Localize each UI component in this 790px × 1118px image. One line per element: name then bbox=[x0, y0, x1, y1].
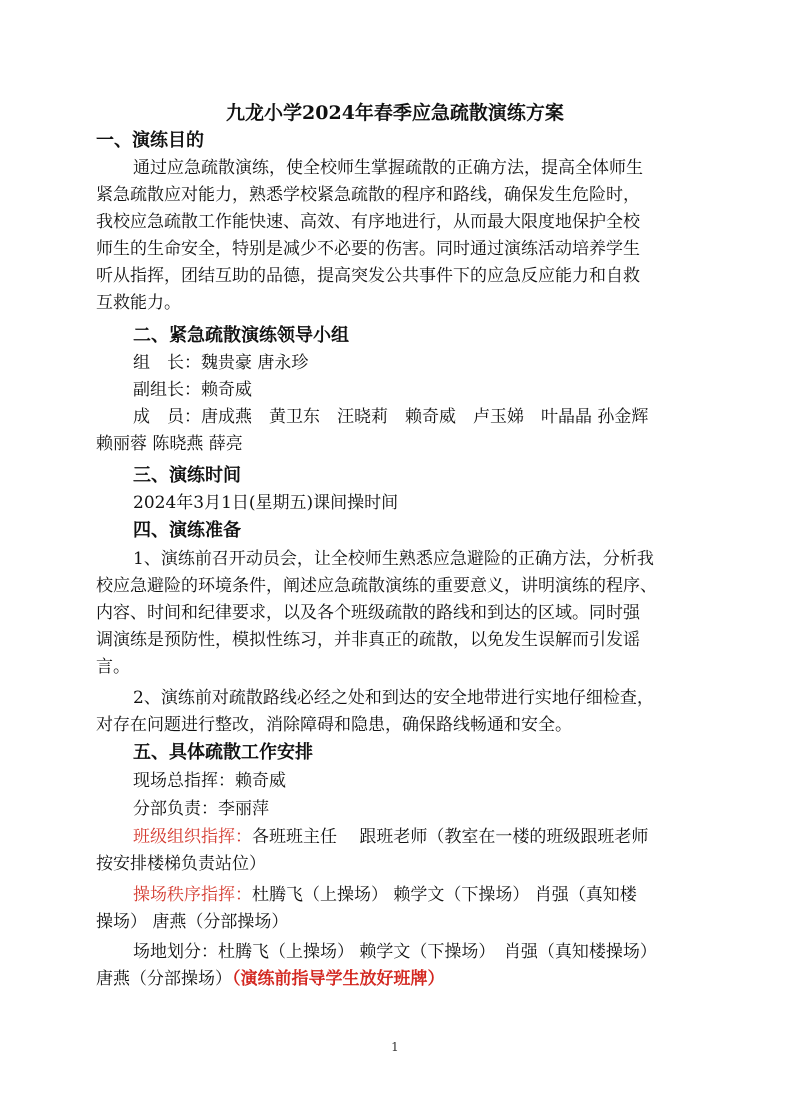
page-number: 1 bbox=[391, 1040, 399, 1054]
paragraph-line: 内容、时间和纪律要求，以及各个班级疏散的路线和到达的区域。同时强 bbox=[96, 603, 640, 623]
order-command-label: 操场秩序指挥： bbox=[133, 885, 252, 905]
area-division-note: （演练前指导学生放好班牌） bbox=[232, 969, 445, 989]
area-division-line-continued bbox=[96, 968, 445, 990]
order-command-line-continued: 操场） 唐燕（分部操场） bbox=[96, 912, 289, 932]
vice-leader-line: 副组长：赖奇威 bbox=[133, 380, 252, 400]
paragraph-line: 我校应急疏散工作能快速、高效、有序地进行，从而最大限度地保护全校 bbox=[96, 212, 640, 232]
paragraph-line: 听从指挥，团结互助的品德，提高突发公共事件下的应急反应能力和自救 bbox=[96, 266, 640, 286]
section-5-heading: 五、具体疏散工作安排 bbox=[133, 742, 313, 763]
paragraph-line: 对存在问题进行整改，消除障碍和隐患，确保路线畅通和安全。 bbox=[96, 715, 572, 735]
section-3-heading: 三、演练时间 bbox=[133, 465, 241, 486]
class-command-line bbox=[133, 826, 648, 848]
leader-line: 组 长：魏贵豪 唐永珍 bbox=[133, 353, 309, 373]
order-command-text: 杜腾飞（上操场） 赖学文（下操场） 肖强（真知楼 bbox=[252, 885, 637, 905]
commander-line: 现场总指挥：赖奇威 bbox=[133, 771, 286, 791]
paragraph-line: 调演练是预防性，模拟性练习，并非真正的疏散，以免发生误解而引发谣 bbox=[96, 630, 640, 650]
paragraph-line: 师生的生命安全，特别是减少不必要的伤害。同时通过演练活动培养学生 bbox=[96, 239, 640, 259]
branch-line: 分部负责：李丽萍 bbox=[133, 799, 269, 819]
document-title: 九龙小学2024年春季应急疏散演练方案 bbox=[226, 102, 564, 124]
members-line-continued: 赖丽蓉 陈晓燕 薛亮 bbox=[96, 434, 243, 454]
paragraph-line: 通过应急疏散演练，使全校师生掌握疏散的正确方法，提高全体师生 bbox=[133, 158, 643, 178]
paragraph-line: 互救能力。 bbox=[96, 293, 181, 313]
class-command-label: 班级组织指挥： bbox=[133, 827, 252, 847]
paragraph-line: 1、演练前召开动员会，让全校师生熟悉应急避险的正确方法，分析我 bbox=[133, 549, 654, 569]
class-command-text: 各班班主任 跟班老师（教室在一楼的班级跟班老师 bbox=[252, 827, 649, 847]
members-line: 成 员：唐成燕 黄卫东 汪晓莉 赖奇威 卢玉娣 叶晶晶 孙金辉 bbox=[133, 407, 649, 427]
paragraph-line: 紧急疏散应对能力，熟悉学校紧急疏散的程序和路线，确保发生危险时， bbox=[96, 185, 640, 205]
paragraph-line: 言。 bbox=[96, 657, 130, 677]
section-1-heading: 一、演练目的 bbox=[96, 130, 204, 151]
area-division-text: 唐燕（分部操场） bbox=[96, 969, 232, 989]
paragraph-line: 校应急避险的环境条件，阐述应急疏散演练的重要意义，讲明演练的程序、 bbox=[96, 576, 657, 596]
area-division-line: 场地划分：杜腾飞（上操场） 赖学文（下操场） 肖强（真知楼操场） bbox=[133, 942, 657, 962]
class-command-line-continued: 按安排楼梯负责站位） bbox=[96, 854, 266, 874]
section-2-heading: 二、紧急疏散演练领导小组 bbox=[133, 325, 349, 346]
order-command-line bbox=[133, 884, 637, 906]
drill-time: 2024年3月1日(星期五)课间操时间 bbox=[133, 493, 399, 513]
paragraph-line: 2、演练前对疏散路线必经之处和到达的安全地带进行实地仔细检查， bbox=[133, 688, 654, 708]
section-4-heading: 四、演练准备 bbox=[133, 520, 241, 541]
